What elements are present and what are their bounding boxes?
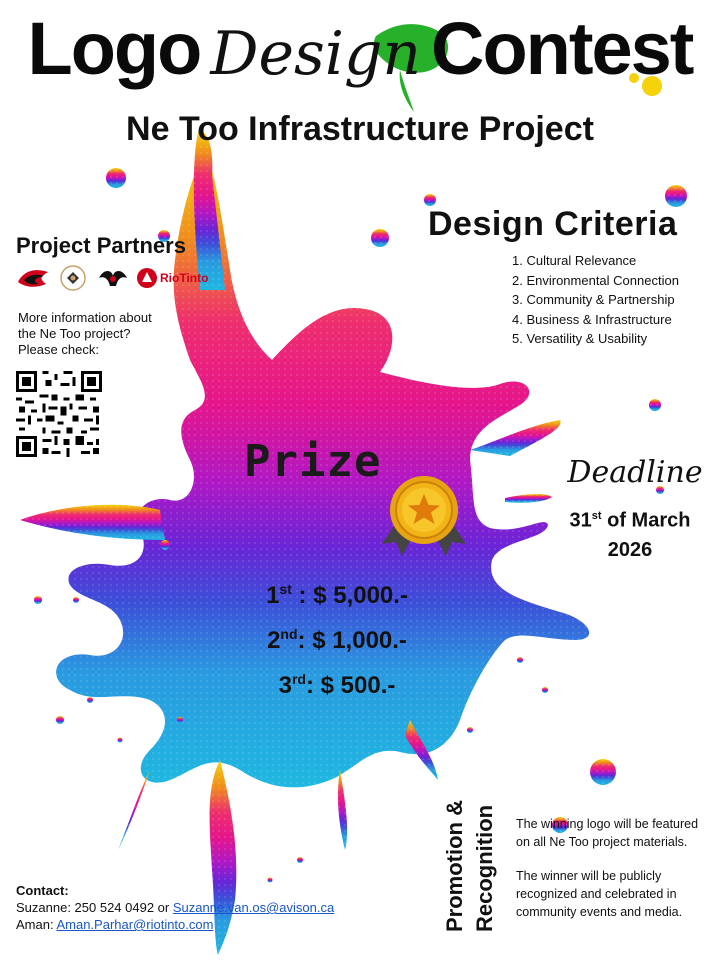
deadline-day-suffix: st — [591, 510, 602, 522]
more-info-line-1: More information about — [18, 310, 152, 325]
prize-ordinal-suffix: nd — [280, 626, 298, 642]
criteria-item: 3. Community & Partnership — [512, 292, 675, 307]
prize-tier-3 — [232, 660, 442, 705]
prize-ordinal-suffix: st — [279, 581, 292, 597]
title-word-design: Design — [210, 19, 421, 89]
prize-tier-2 — [232, 615, 442, 660]
aman-email-link[interactable]: Aman.Parhar@riotinto.com — [56, 917, 214, 932]
prize-amount: : $ 500.- — [305, 672, 396, 699]
criteria-heading: Design Criteria — [428, 205, 678, 243]
project-subtitle: Ne Too Infrastructure Project — [126, 110, 594, 148]
title-word-contest: Contest — [431, 7, 693, 90]
criteria-item: 2. Environmental Connection — [512, 272, 679, 288]
contact-heading: Contact: — [16, 883, 69, 898]
raven-crest-logo — [16, 264, 50, 292]
prize-amount: : $ 1,000.- — [297, 627, 407, 654]
criteria-item: 5. Versatility & Usability — [512, 331, 648, 346]
promotion-heading — [440, 792, 500, 932]
criteria-item: 1. Cultural Relevance — [512, 253, 637, 268]
criteria-list — [512, 251, 679, 349]
partners-heading: Project Partners — [16, 233, 186, 258]
poster-title — [0, 7, 720, 90]
title-word-logo: Logo — [27, 7, 201, 90]
more-info-line-2: the Ne Too project? — [18, 326, 131, 341]
prize-tiers — [232, 570, 442, 705]
rio-tinto-logo — [136, 264, 208, 292]
prize-heading: Prize — [244, 436, 382, 487]
medal-icon — [378, 470, 470, 562]
deadline-date — [550, 502, 710, 565]
promotion-paragraph: The winner will be publicly recognized and celebrated in community events and media. — [516, 869, 683, 919]
contact-block — [16, 882, 334, 933]
partner-logos — [16, 264, 208, 292]
contact-suzanne — [16, 899, 334, 916]
prize-ordinal-suffix: rd — [291, 671, 306, 687]
prize-ordinal: 1 — [266, 582, 280, 609]
rio-tinto-wordmark: RioTinto — [160, 271, 209, 285]
contact-label: Aman: — [16, 917, 57, 932]
promotion-heading-line-1: Promotion & — [442, 800, 467, 932]
deadline-year: 2026 — [607, 538, 653, 561]
prize-ordinal: 3 — [278, 672, 292, 699]
promotion-heading-line-2: Recognition — [472, 804, 497, 932]
deadline-month: of March — [601, 509, 691, 532]
qr-code[interactable] — [16, 371, 102, 457]
promotion-text — [516, 815, 712, 937]
contact-aman — [16, 916, 334, 933]
more-info-text — [18, 310, 188, 358]
nation-crest-logo — [56, 264, 90, 292]
deadline-heading: Deadline — [567, 455, 703, 490]
suzanne-email-link[interactable]: Suzanne.van.os@avison.ca — [172, 900, 335, 915]
contact-label: Suzanne: 250 524 0492 or — [16, 900, 173, 915]
prize-amount: : $ 5,000.- — [291, 582, 408, 609]
more-info-line-3: Please check: — [18, 342, 99, 357]
deadline-day: 31 — [569, 509, 592, 532]
eagle-crest-logo — [96, 264, 130, 292]
promotion-paragraph: The winning logo will be featured on all Ne Too project materials. — [516, 817, 699, 849]
prize-ordinal: 2 — [267, 627, 281, 654]
prize-tier-1 — [232, 570, 442, 615]
criteria-item: 4. Business & Infrastructure — [512, 311, 672, 327]
